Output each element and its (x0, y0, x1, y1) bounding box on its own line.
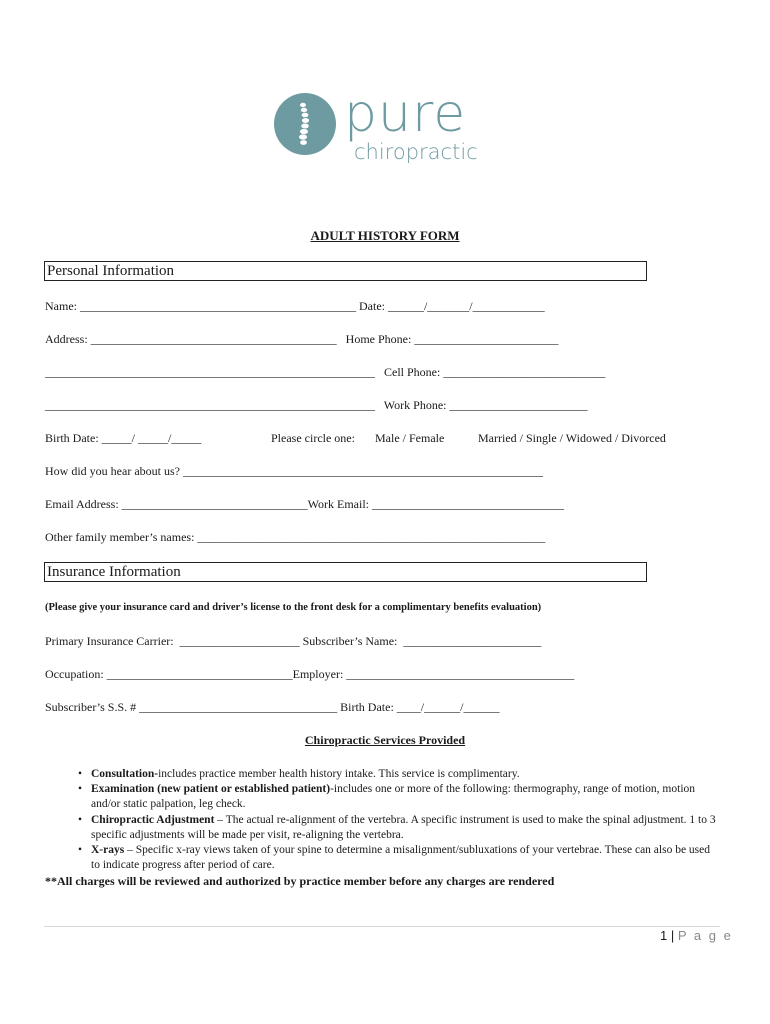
address-home-phone-line[interactable]: Address: _________________________________________ Home Phone: ________________________ (45, 332, 559, 346)
insurance-information-header (44, 562, 647, 582)
service-item-xrays (78, 843, 718, 873)
name-date-line[interactable]: Name: ______________________________________________ Date: ______/_______/____________ (45, 299, 545, 313)
logo-word: pure (344, 84, 467, 144)
birth-date-field[interactable]: Birth Date: _____/ _____/_____ (45, 431, 202, 445)
insurance-note: (Please give your insurance card and driver’s license to the front desk for a complimentary benefits evaluation) (45, 602, 542, 613)
address-cell-phone-line[interactable]: _______________________________________________________ Cell Phone: ___________________________ (45, 365, 606, 379)
gender-options[interactable]: Male / Female (375, 431, 445, 445)
charges-note: **All charges will be reviewed and authorized by practice member before any charges are rendered (45, 874, 555, 888)
page-word: P a g e (677, 928, 733, 943)
service-description: – The actual re-alignment of the vertebra. A specific instrument is used to make the spinal adjustment. 1 to 3 specific adjustments will be made per visit, re-aligning the vertebra. (91, 814, 716, 841)
service-name: Chiropractic Adjustment (91, 814, 215, 826)
personal-information-label: Personal Information (47, 263, 175, 279)
service-name: Consultation- (91, 768, 159, 780)
service-name: Examination (new patient or established patient) (91, 783, 331, 795)
address-work-phone-line[interactable]: _______________________________________________________ Work Phone: _______________________ (45, 398, 588, 412)
referral-source-line[interactable]: How did you hear about us? ____________________________________________________________ (45, 464, 543, 478)
subscriber-ssn-line[interactable]: Subscriber’s S.S. # _________________________________ Birth Date: ____/______/______ (45, 700, 500, 714)
family-members-line[interactable]: Other family member’s names: __________________________________________________________ (45, 530, 546, 544)
page-separator: | (670, 928, 675, 943)
bullet-icon: • (78, 768, 83, 780)
insurance-information-label: Insurance Information (47, 564, 181, 580)
page-number: 1 (660, 928, 668, 943)
form-title: ADULT HISTORY FORM (310, 228, 460, 243)
services-title: Chiropractic Services Provided (304, 733, 466, 747)
personal-information-header (44, 261, 647, 281)
insurance-carrier-line[interactable]: Primary Insurance Carrier: ____________________ Subscriber’s Name: _______________________ (45, 634, 542, 648)
service-description: includes practice member health history intake. This service is complimentary. (158, 768, 520, 780)
service-item-examination (78, 782, 718, 812)
marital-status-options[interactable]: Married / Single / Widowed / Divorced (478, 431, 666, 445)
service-name: X-rays (91, 844, 125, 856)
service-description: -includes one or more of the following: thermography, range of motion, motion and/or static palpation, leg check. (91, 783, 696, 810)
service-description: – Specific x-ray views taken of your spine to determine a misalignment/subluxations of your vertebrae. These can also be used to indicate progress after period of care. (91, 844, 711, 871)
logo-subword: chiropractic (354, 140, 478, 164)
service-item-consultation (78, 767, 718, 782)
circle-one-label: Please circle one: (271, 431, 355, 445)
occupation-employer-line[interactable]: Occupation: _______________________________Employer: ______________________________________ (45, 667, 575, 681)
email-line[interactable]: Email Address: _______________________________Work Email: ________________________________ (45, 497, 565, 511)
bullet-icon: • (78, 783, 83, 795)
page-footer (660, 928, 733, 943)
service-item-adjustment (78, 813, 718, 843)
bullet-icon: • (78, 844, 83, 856)
logo-spine-icon (274, 93, 336, 155)
bullet-icon: • (78, 814, 83, 826)
footer-divider (44, 926, 720, 927)
